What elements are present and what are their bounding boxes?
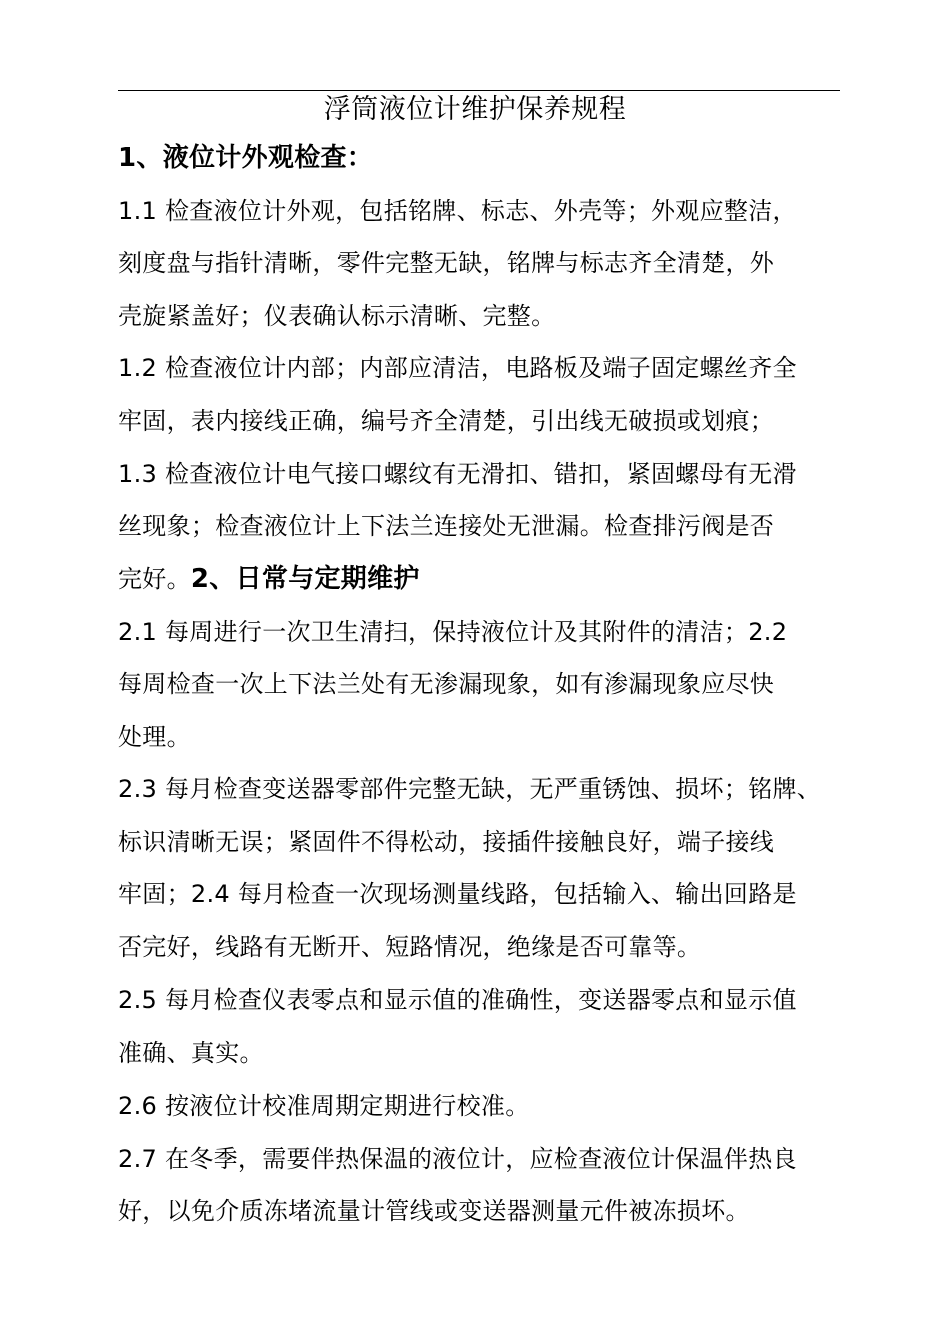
text-line: 1.2 检查液位计内部；内部应清洁，电路板及端子固定螺丝齐全 bbox=[118, 354, 797, 382]
text-line: 壳旋紧盖好；仪表确认标示清晰、完整。 bbox=[118, 302, 556, 330]
text-fragment: 完好。 bbox=[118, 565, 191, 593]
text-line: 2.6 按液位计校准周期定期进行校准。 bbox=[118, 1092, 530, 1120]
text-line: 否完好，线路有无断开、短路情况，绝缘是否可靠等。 bbox=[118, 933, 702, 961]
text-line: 2.3 每月检查变送器零部件完整无缺，无严重锈蚀、损坏；铭牌、 bbox=[118, 775, 822, 803]
text-line: 2.5 每月检查仪表零点和显示值的准确性，变送器零点和显示值 bbox=[118, 986, 797, 1014]
text-line: 处理。 bbox=[118, 723, 191, 751]
text-line: 2.7 在冬季，需要伴热保温的液位计，应检查液位计保温伴热良 bbox=[118, 1145, 797, 1173]
header-rule bbox=[118, 90, 840, 91]
text-line: 牢固；2.4 每月检查一次现场测量线路，包括输入、输出回路是 bbox=[118, 880, 797, 908]
text-line: 每周检查一次上下法兰处有无渗漏现象，如有渗漏现象应尽快 bbox=[118, 670, 775, 698]
text-line: 好，以免介质冻堵流量计管线或变送器测量元件被冻损坏。 bbox=[118, 1197, 750, 1225]
document-title: 浮筒液位计维护保养规程 bbox=[323, 94, 627, 125]
text-line: 丝现象；检查液位计上下法兰连接处无泄漏。检查排污阀是否 bbox=[118, 512, 775, 540]
text-line: 牢固，表内接线正确，编号齐全清楚，引出线无破损或划痕； bbox=[118, 407, 775, 435]
section-heading-1: 1、液位计外观检查： bbox=[118, 143, 374, 173]
section-heading-2: 2、日常与定期维护 bbox=[190, 564, 420, 594]
text-line: 1.1 检查液位计外观，包括铭牌、标志、外壳等；外观应整洁， bbox=[118, 197, 797, 225]
text-line: 标识清晰无误；紧固件不得松动，接插件接触良好，端子接线 bbox=[118, 828, 775, 856]
text-line: 1.3 检查液位计电气接口螺纹有无滑扣、错扣，紧固螺母有无滑 bbox=[118, 460, 797, 488]
text-line-with-heading bbox=[118, 562, 420, 596]
text-line: 准确、真实。 bbox=[118, 1039, 264, 1067]
text-line: 2.1 每周进行一次卫生清扫，保持液位计及其附件的清洁；2.2 bbox=[118, 618, 788, 646]
text-line: 刻度盘与指针清晰，零件完整无缺，铭牌与标志齐全清楚，外 bbox=[118, 249, 775, 277]
